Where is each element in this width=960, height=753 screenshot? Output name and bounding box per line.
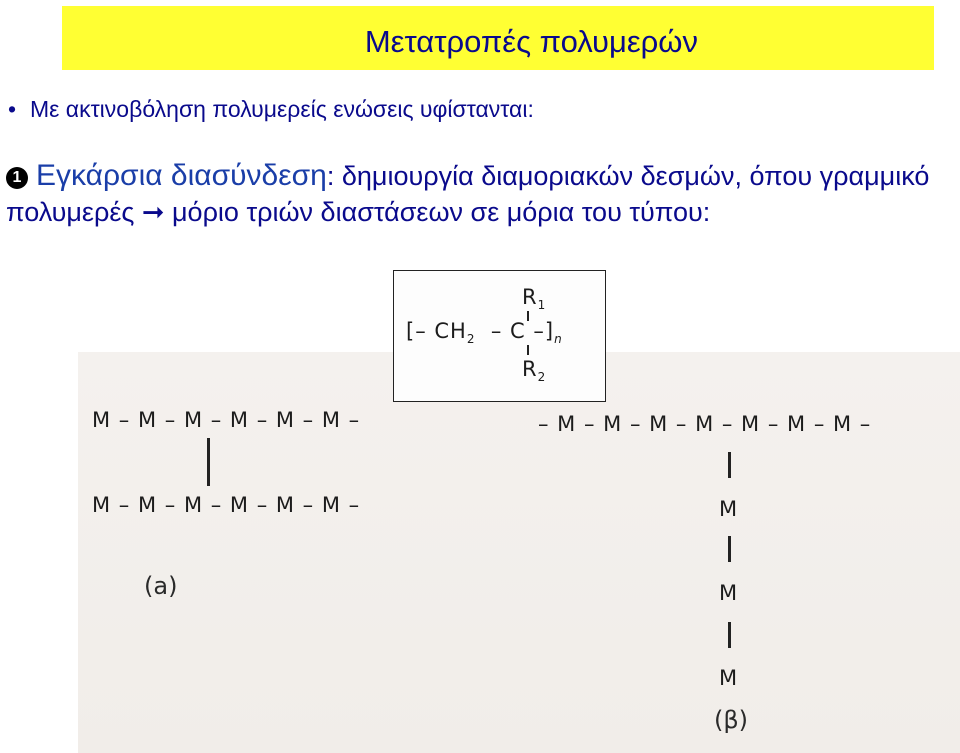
point-number-badge: 1 — [6, 167, 28, 189]
formula-main: [– $CH_2$ – C $-]_n$ — [406, 319, 563, 347]
intro-bullet — [8, 96, 534, 123]
chain-a-bottom: M – M – M – M – M – M – — [92, 493, 361, 517]
point-heading: Εγκάρσια διασύνδεση — [36, 159, 327, 192]
title-banner — [62, 6, 934, 70]
point-body-2: μόριο τριών διαστάσεων σε μόρια του τύπου: — [164, 197, 711, 227]
point-colon: : — [326, 161, 335, 191]
monomer-b-3: M — [719, 666, 739, 690]
intro-text: Με ακτινοβόληση πολυμερείς ενώσεις υφίστανται: — [30, 96, 534, 122]
monomer-b-2: M — [719, 581, 739, 605]
bond-b-3 — [728, 622, 731, 648]
chain-b-top: – M – M – M – M – M – M – M – — [538, 412, 872, 436]
formula-bond-bottom — [527, 345, 529, 355]
formula-r1: $R_1$ — [522, 285, 547, 313]
label-a: (a) — [144, 572, 178, 600]
crosslink-bond-a — [207, 438, 210, 486]
slide-title: Μετατροπές πολυμερών — [364, 24, 698, 59]
formula-r2: $R_2$ — [522, 357, 547, 385]
monomer-b-1: M — [719, 497, 739, 521]
label-b: (β) — [714, 706, 749, 734]
bond-b-2 — [728, 536, 731, 562]
chain-a-top: M – M – M – M – M – M – — [92, 408, 361, 432]
point-body-1: δημιουργία διαμοριακών δεσμών, όπου γραμμικό πολυμερές — [6, 161, 930, 227]
bullet-dot: • — [8, 96, 17, 122]
arrow-icon: ➞ — [141, 197, 165, 227]
formula-box — [393, 270, 606, 402]
bond-b-1 — [728, 452, 731, 478]
crosslinking-point — [6, 158, 960, 230]
